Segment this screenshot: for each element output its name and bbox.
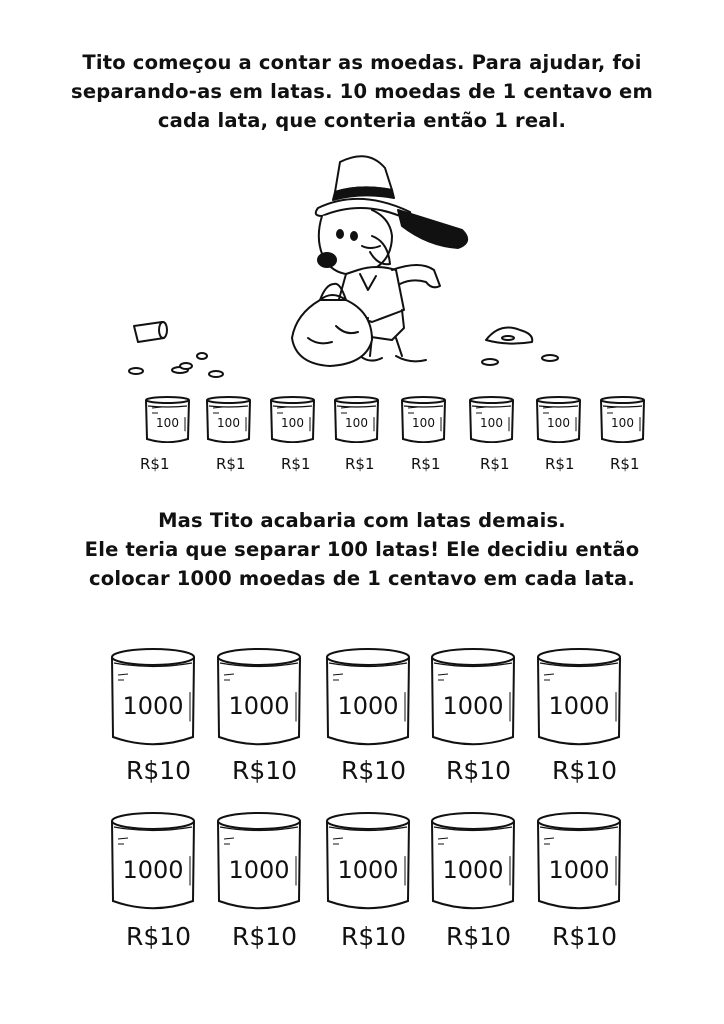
intro-line-1: Tito começou a contar as moedas. Para ajudar, foi [82, 51, 642, 74]
big-can-9 [536, 812, 622, 910]
can-label: 100 [547, 416, 570, 430]
big-can-2 [325, 648, 411, 746]
big-can-5 [110, 812, 196, 910]
price-label-6: R$1 [545, 455, 575, 473]
price-label-2: R$1 [281, 455, 311, 473]
price-label-3: R$1 [345, 455, 375, 473]
big-can-7 [325, 812, 411, 910]
small-can-4 [400, 396, 447, 443]
can-label: 1000 [442, 692, 504, 720]
tito-illustration [0, 150, 724, 390]
can-label: 100 [281, 416, 304, 430]
price-label-7: R$1 [610, 455, 640, 473]
intro-line-3: cada lata, que conteria então 1 real. [157, 109, 567, 132]
can-label: 1000 [228, 856, 290, 884]
intro-paragraph [40, 48, 684, 135]
can-label: 1000 [122, 692, 184, 720]
price-label-6: R$10 [232, 922, 298, 951]
can-label: 100 [611, 416, 634, 430]
price-label-8: R$10 [446, 922, 512, 951]
can-label: 1000 [337, 692, 399, 720]
price-label-3: R$10 [446, 756, 512, 785]
can-label: 1000 [122, 856, 184, 884]
can-label: 100 [412, 416, 435, 430]
small-can-2 [269, 396, 316, 443]
big-can-1 [216, 648, 302, 746]
big-can-3 [430, 648, 516, 746]
small-can-5 [468, 396, 515, 443]
can-label: 1000 [548, 692, 610, 720]
can-label: 100 [156, 416, 179, 430]
price-label-7: R$10 [341, 922, 407, 951]
price-label-4: R$1 [411, 455, 441, 473]
can-label: 1000 [337, 856, 399, 884]
price-label-4: R$10 [552, 756, 618, 785]
price-label-5: R$1 [480, 455, 510, 473]
can-label: 100 [480, 416, 503, 430]
price-label-0: R$10 [126, 756, 192, 785]
second-line-2: Ele teria que separar 100 latas! Ele decidiu então [84, 538, 640, 561]
small-can-3 [333, 396, 380, 443]
big-can-4 [536, 648, 622, 746]
second-paragraph [40, 506, 684, 593]
price-label-1: R$1 [216, 455, 246, 473]
big-can-0 [110, 648, 196, 746]
small-can-6 [535, 396, 582, 443]
big-can-6 [216, 812, 302, 910]
small-can-7 [599, 396, 646, 443]
can-label: 100 [345, 416, 368, 430]
price-label-9: R$10 [552, 922, 618, 951]
small-can-1 [205, 396, 252, 443]
can-label: 1000 [442, 856, 504, 884]
can-label: 1000 [228, 692, 290, 720]
price-label-2: R$10 [341, 756, 407, 785]
can-label: 1000 [548, 856, 610, 884]
can-label: 100 [217, 416, 240, 430]
price-label-0: R$1 [140, 455, 170, 473]
second-line-3: colocar 1000 moedas de 1 centavo em cada lata. [89, 567, 635, 590]
price-label-5: R$10 [126, 922, 192, 951]
small-can-0 [144, 396, 191, 443]
price-label-1: R$10 [232, 756, 298, 785]
big-can-8 [430, 812, 516, 910]
intro-line-2: separando-as em latas. 10 moedas de 1 centavo em [71, 80, 653, 103]
second-line-1: Mas Tito acabaria com latas demais. [158, 509, 566, 532]
